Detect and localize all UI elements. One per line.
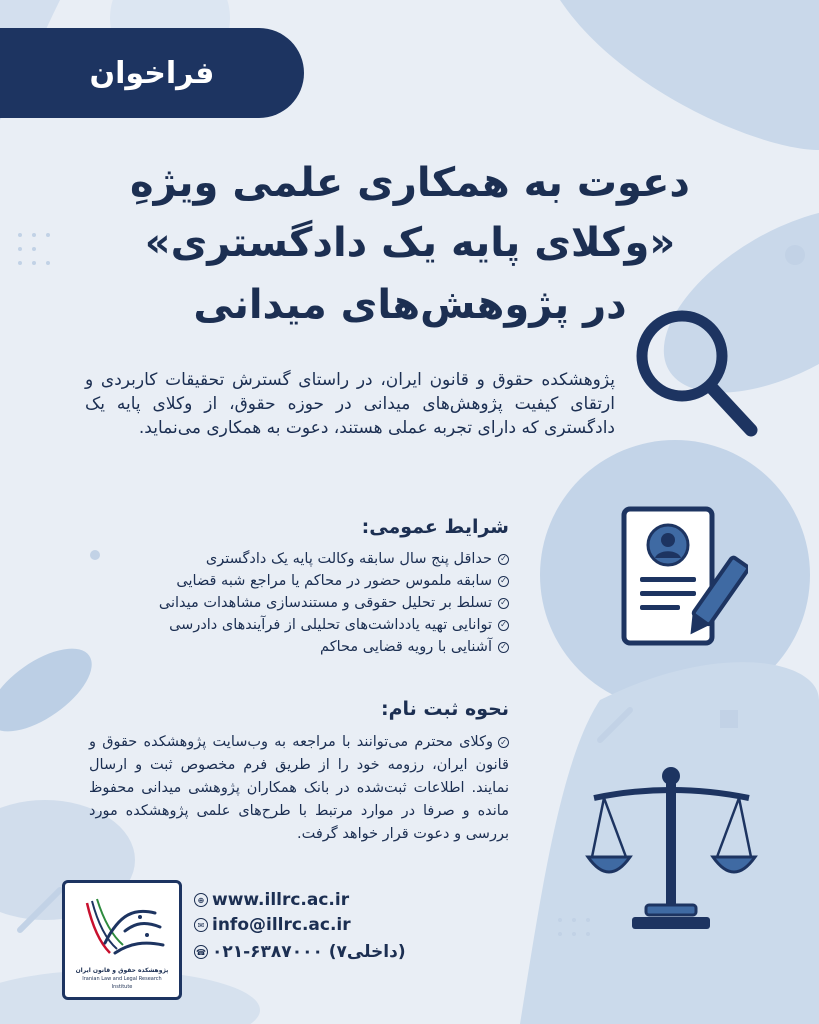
condition-text: تسلط بر تحلیل حقوقی و مستندسازی مشاهدات میدانی	[158, 595, 492, 611]
check-icon: ✓	[498, 554, 509, 565]
title-line-3: در پژوهش‌های میدانی	[193, 282, 627, 328]
check-icon: ✓	[498, 642, 509, 653]
website-link[interactable]	[194, 890, 349, 910]
condition-text: سابقه ملموس حضور در محاکم یا مراجع شبه قضایی	[176, 573, 492, 589]
phone-icon: ☎	[194, 945, 208, 959]
general-conditions-heading: شرایط عمومی:	[361, 516, 509, 538]
check-icon: ✓	[498, 737, 509, 748]
general-conditions-list	[89, 548, 509, 658]
email-link[interactable]	[194, 915, 351, 935]
check-icon: ✓	[498, 576, 509, 587]
resume-document-icon	[618, 505, 748, 650]
mail-icon: ✉	[194, 918, 208, 932]
logo-caption	[73, 967, 171, 991]
registration-heading: نحوه ثبت نام:	[381, 698, 509, 720]
logo-caption-fa: پژوهشکده حقوق و قانون ایران	[75, 967, 169, 974]
check-icon: ✓	[498, 620, 509, 631]
check-icon: ✓	[498, 598, 509, 609]
condition-text: توانایی تهیه یادداشت‌های تحلیلی از فرآیندهای دادرسی	[169, 617, 492, 633]
registration-text: وکلای محترم می‌توانند با مراجعه به وب‌سایت پژوهشکده حقوق و قانون ایران، رزومه خود را از طریق فرم مخصوص ثبت و ارسال نمایند. اطلاعات ثبت‌شده در بانک همکاران پژوهشی میدانی محفوظ مانده و صرفا در موارد مرتبط با طرح‌های علمی پژوهشکده مورد بررسی و دعوت قرار خواهد گرفت.	[89, 734, 509, 842]
announcement-badge	[0, 28, 304, 118]
badge-label: فراخوان	[89, 55, 215, 91]
website-text: www.illrc.ac.ir	[212, 890, 350, 910]
email-text: info@illrc.ac.ir	[212, 915, 351, 935]
list-item	[89, 614, 509, 636]
globe-icon: ⊕	[194, 893, 208, 907]
registration-paragraph	[89, 731, 509, 846]
phone-link[interactable]	[194, 942, 406, 962]
intro-paragraph: پژوهشکده حقوق و قانون ایران، در راستای گسترش تحقیقات کاربردی و ارتقای کیفیت پژوهش‌های میدانی در حوزه حقوق، از وکلای پایه یک دادگستری که دارای تجربه عملی هستند، دعوت به همکاری می‌نماید.	[85, 370, 615, 438]
list-item	[89, 548, 509, 570]
condition-text: حداقل پنج سال سابقه وکالت پایه یک دادگستری	[205, 551, 492, 567]
list-item	[89, 570, 509, 592]
magnifier-icon	[628, 300, 768, 445]
scales-of-justice-icon	[584, 762, 759, 932]
condition-text: آشنایی با رویه قضایی محاکم	[320, 639, 492, 655]
title-line-1: دعوت به همکاری علمی ویژهِ	[130, 160, 690, 206]
phone-text: ۰۲۱-۶۳۸۷۰۰۰ (داخلی۷)	[212, 942, 406, 962]
title-line-2: «وکلای پایه یک دادگستری»	[144, 220, 676, 266]
list-item	[89, 592, 509, 614]
list-item	[89, 636, 509, 658]
institute-logo	[62, 880, 182, 1000]
logo-caption-en: Iranian Law and Legal Research Institute	[82, 976, 162, 990]
logo-emblem	[65, 883, 179, 967]
